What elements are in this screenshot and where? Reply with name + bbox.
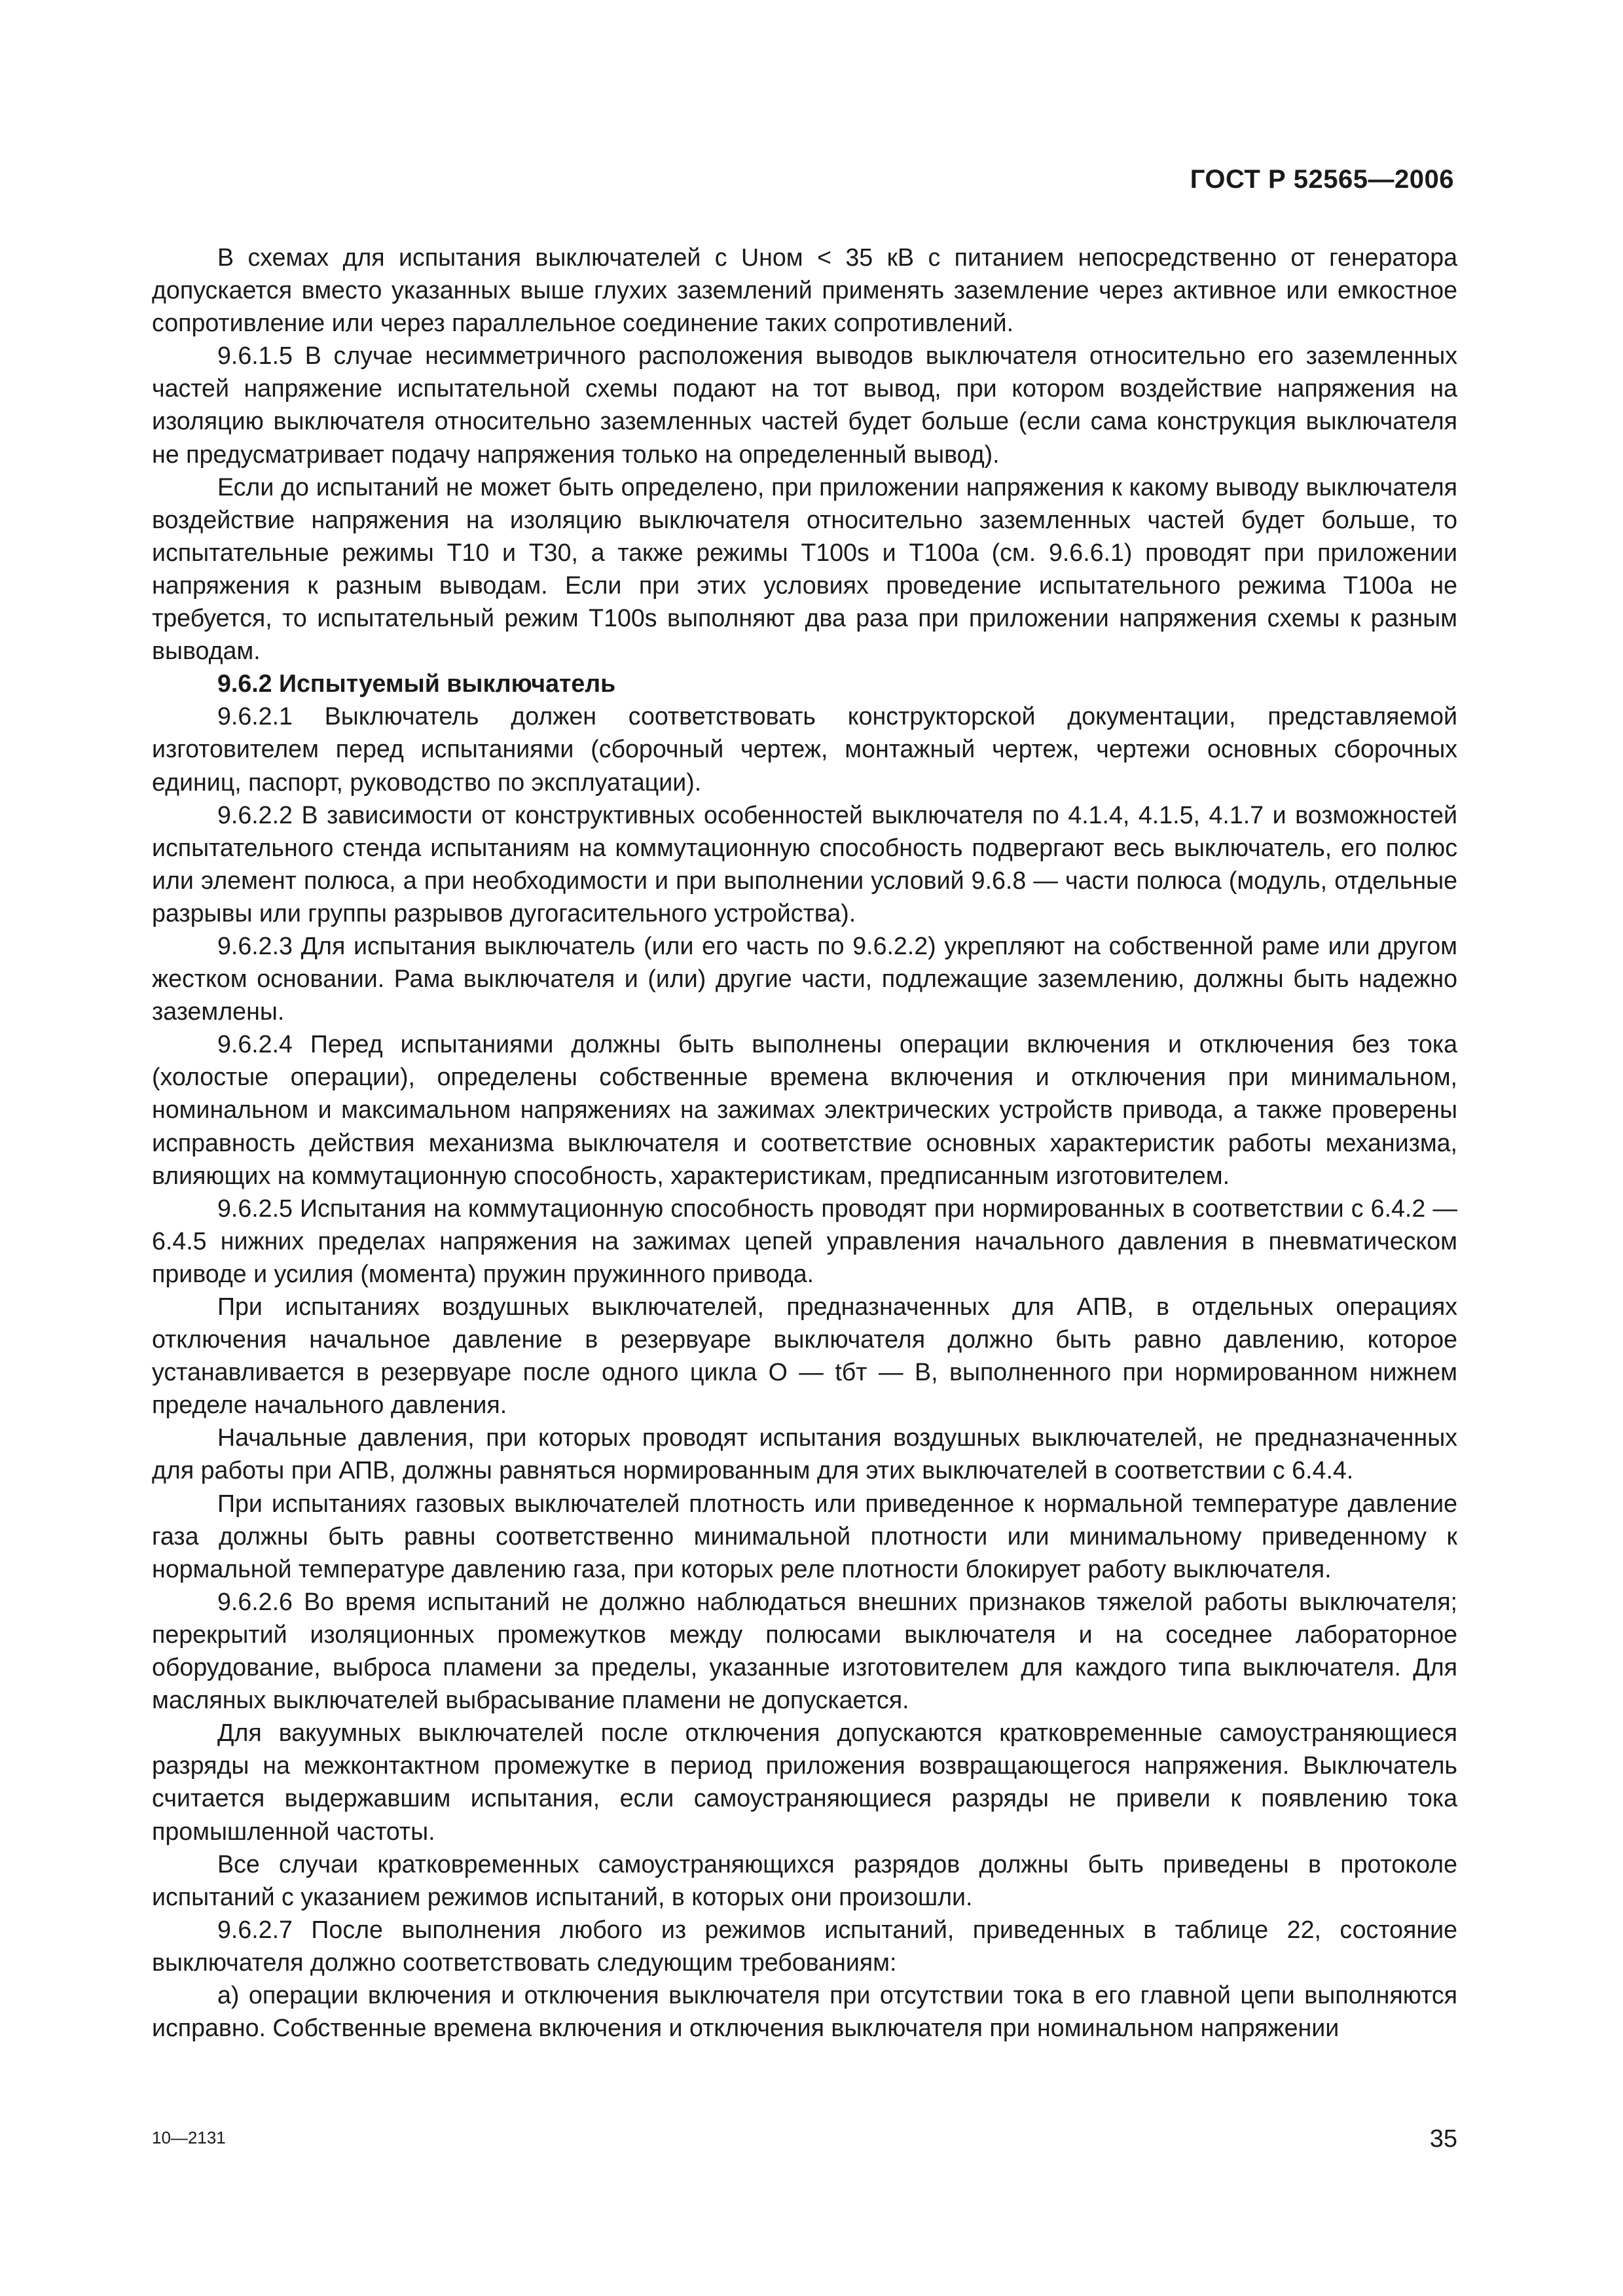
section-heading: 9.6.2 Испытуемый выключатель xyxy=(217,670,616,698)
paragraph: Начальные давления, при которых проводят испытания воздушных выключателей, не предназначенных для работы при АПВ, должны равняться нормированным для этих выключателей в соответствии с 6.4.4. xyxy=(152,1424,1457,1484)
paragraph: При испытаниях газовых выключателей плотность или приведенное к нормальной температуре давление газа должны быть равны соответственно минимальной плотности или минимальному приведенному к нормальной температуре давлению газа, при которых реле плотности блокирует работу выключателя. xyxy=(152,1489,1457,1583)
paragraph: Для вакуумных выключателей после отключения допускаются кратковременные самоустраняющиеся разряды на межконтактном промежутке в период приложения возвращающегося напряжения. Выключатель считается выдержавшим испытания, если самоустраняющиеся разряды не привели к появлению тока промышленной частоты. xyxy=(152,1719,1457,1845)
paragraph: 9.6.2.7 После выполнения любого из режимов испытаний, приведенных в таблице 22, состояние выключателя должно соответствовать следующим требованиям: xyxy=(152,1915,1457,1976)
paragraph: Если до испытаний не может быть определено, при приложении напряжения к какому выводу выключателя воздействие напряжения на изоляцию выключателя относительно заземленных частей будет больше, то испытательные режимы Т10 и Т30, а также режимы Т100s и Т100a (см. 9.6.6.1) проводят при приложении напряжения к разным выводам. Если при этих условиях проведение испытательного режима Т100a не требуется, то испытательный режим Т100s выполняют два раза при приложении напряжения схемы к разным выводам. xyxy=(152,473,1457,665)
print-code: 10—2131 xyxy=(152,2128,226,2147)
paragraph: 9.6.2.5 Испытания на коммутационную способность проводят при нормированных в соответствии с 6.4.2 — 6.4.5 нижних пределах напряжения на зажимах цепей управления начального давления в пневматическом приводе и усилия (момента) пружин пружинного привода. xyxy=(152,1194,1457,1287)
paragraph: Все случаи кратковременных самоустраняющихся разрядов должны быть приведены в протоколе испытаний с указанием режимов испытаний, в которых они произошли. xyxy=(152,1850,1457,1910)
paragraph: 9.6.2.6 Во время испытаний не должно наблюдаться внешних признаков тяжелой работы выключателя; перекрытий изоляционных промежутков между полюсами выключателя и на соседнее лабораторное оборудование, выброса пламени за пределы, указанные изготовителем для каждого типа выключателя. Для масляных выключателей выбрасывание пламени не допускается. xyxy=(152,1587,1457,1714)
document-body xyxy=(152,241,1457,2044)
page-number: 35 xyxy=(1429,2125,1457,2153)
page-footer xyxy=(152,2125,1457,2164)
paragraph: В схемах для испытания выключателей с Uном < 35 кВ с питанием непосредственно от генератора допускается вместо указанных выше глухих заземлений применять заземление через активное или емкостное сопротивление или через параллельное соединение таких сопротивлений. xyxy=(152,243,1457,337)
paragraph: 9.6.2.2 В зависимости от конструктивных особенностей выключателя по 4.1.4, 4.1.5, 4.1.7 и возможностей испытательного стенда испытаниям на коммутационную способность подвергают весь выключатель, его полюс или элемент полюса, а при необходимости и при выполнении условий 9.6.8 — части полюса (модуль, отдельные разрывы или группы разрывов дугогасительного устройства). xyxy=(152,800,1457,927)
paragraph: 9.6.2.4 Перед испытаниями должны быть выполнены операции включения и отключения без тока (холостые операции), определены собственные времена включения и отключения при минимальном, номинальном и максимальном напряжениях на зажимах электрических устройств привода, а также проверены исправность действия механизма выключателя и соответствие основных характеристик работы механизма, влияющих на коммутационную способность, характеристикам, предписанным изготовителем. xyxy=(152,1030,1457,1189)
paragraph: При испытаниях воздушных выключателей, предназначенных для АПВ, в отдельных операциях отключения начальное давление в резервуаре выключателя должно быть равно давлению, которое устанавливается в резервуаре после одного цикла О — tбт — В, выполненного при нормированном нижнем пределе начального давления. xyxy=(152,1293,1457,1419)
paragraph: 9.6.2.3 Для испытания выключатель (или его часть по 9.6.2.2) укрепляют на собственной раме или другом жестком основании. Рама выключателя и (или) другие части, подлежащие заземлению, должны быть надежно заземлены. xyxy=(152,931,1457,1026)
paragraph: 9.6.1.5 В случае несимметричного расположения выводов выключателя относительно его заземленных частей напряжение испытательной схемы подают на тот вывод, при котором воздействие напряжения на изоляцию выключателя относительно заземленных частей будет больше (если сама конструкция выключателя не предусматривает подачу напряжения только на определенный вывод). xyxy=(152,342,1457,468)
paragraph: 9.6.2.1 Выключатель должен соответствовать конструкторской документации, представляемой изготовителем перед испытаниями (сборочный чертеж, монтажный чертеж, чертежи основных сборочных единиц, паспорт, руководство по эксплуатации). xyxy=(152,702,1457,796)
document-standard-header: ГОСТ Р 52565—2006 xyxy=(1190,165,1454,194)
paragraph: а) операции включения и отключения выключателя при отсутствии тока в его главной цепи выполняются исправно. Собственные времена включения и отключения выключателя при номинальном напряжении xyxy=(152,1981,1457,2042)
